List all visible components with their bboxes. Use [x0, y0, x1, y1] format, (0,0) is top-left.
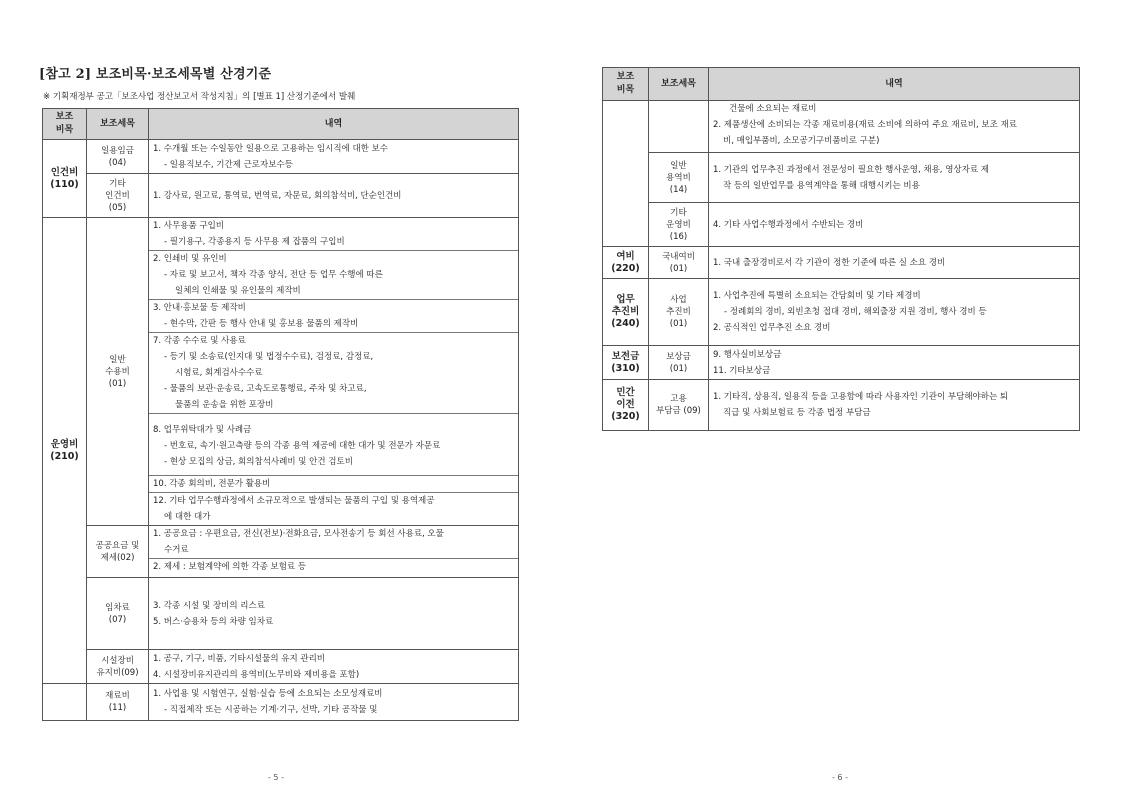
list-item: 2. 제세 : 보험계약에 의한 각종 보험료 등: [149, 558, 518, 575]
details-materials-continued: 건물에 소요되는 재료비 2. 제품생산에 소비되는 각종 재료비용(재료 소비에 의하여 주요 재료비, 보조 재료 비, 매입부품비, 소모공기구비품비로 구분): [709, 101, 1080, 153]
subcategory-daily-wage: 일용임금 (04): [87, 140, 149, 174]
table-row: [603, 101, 1080, 153]
list-item: 12. 기타 업무수행과정에서 소규모적으로 발생되는 물품의 구입 및 용역제공 에 대한 대가: [149, 492, 518, 525]
header-category: 보조 비목: [603, 68, 649, 101]
details-compensation: 9. 행사실비보상금 11. 기타보상금: [709, 346, 1080, 380]
list-item: 2. 인쇄비 및 유인비 - 자료 및 보고서, 책자 각종 양식, 전단 등 업무 수행에 따른 일체의 인쇄물 및 유인물의 제작비: [149, 250, 518, 299]
table-row: [603, 153, 1080, 203]
page-number-left: - 5 -: [268, 773, 284, 782]
subcategory-employment-burden: 고용 부담금 (09): [649, 380, 709, 431]
subcategory-general-service: 일반 용역비 (14): [649, 153, 709, 203]
table-row: [43, 174, 519, 218]
table-header: [43, 109, 519, 140]
list-item: 3. 안내·홍보물 등 제작비 - 현수막, 간판 등 행사 안내 및 홍보용 물품의 제작비: [149, 299, 518, 332]
details-public-utilities: [149, 526, 519, 578]
subcategory-other-operating: 기타 운영비 (16): [649, 203, 709, 247]
table-row: [603, 346, 1080, 380]
details-employment-burden: 1. 기타직, 상용직, 일용직 등을 고용함에 따라 사용자인 기관이 부담해야하는 퇴 직급 및 사회보험료 등 각종 법정 부담금: [709, 380, 1080, 431]
subcategory-materials: 재료비 (11): [87, 684, 149, 721]
details-general-supplies: [149, 218, 519, 526]
subcategory-project-promotion: 사업 추진비 (01): [649, 279, 709, 346]
category-travel: 여비 (220): [603, 247, 649, 279]
category-operating: 운영비 (210): [43, 218, 87, 684]
table-row: [43, 578, 519, 650]
details-other-operating: 4. 기타 사업수행과정에서 수반되는 경비: [709, 203, 1080, 247]
header-details: 내역: [709, 68, 1080, 101]
subcategory-general-supplies: 일반 수용비 (01): [87, 218, 149, 526]
header-category: 보조 비목: [43, 109, 87, 140]
table-row: [603, 279, 1080, 346]
list-item: 1. 공공요금 : 우편요금, 전신(전보)·전화요금, 모사전송기 등 회선 사용료, 오물 수거료: [153, 529, 444, 555]
list-item: 1. 사무용품 구입비 - 필기용구, 각종용지 등 사무용 제 잡품의 구입비: [153, 221, 345, 247]
table-row: [43, 526, 519, 578]
subcategory-compensation: 보상금 (01): [649, 346, 709, 380]
header-subcategory: 보조세목: [87, 109, 149, 140]
table-row: [43, 140, 519, 174]
table-row: [43, 218, 519, 526]
list-item: 10. 각종 회의비, 전문가 활용비: [149, 475, 518, 492]
details-rent: 3. 각종 시설 및 장비의 리스료 5. 버스·승용차 등의 차량 임차료: [149, 578, 519, 650]
details-domestic-travel: 1. 국내 출장경비로서 각 기관이 정한 기준에 따른 실 소요 경비: [709, 247, 1080, 279]
details-materials: 1. 사업용 및 시험연구, 실험·실습 등에 소요되는 소모성재료비 - 직접제작 또는 시공하는 기계·기구, 선박, 기타 공작물 및: [149, 684, 519, 721]
details-facility-maintenance: 1. 공구, 기구, 비품, 기타시설물의 유지 관리비 4. 시설장비유지관리의 용역비(노무비와 제비용을 포함): [149, 650, 519, 684]
table-row: [603, 247, 1080, 279]
details-daily-wage: 1. 수개월 또는 수일동안 일용으로 고용하는 임시직에 대한 보수 - 일용직보수, 기간제 근로자보수등: [149, 140, 519, 174]
left-budget-table: [42, 108, 519, 721]
table-row: [43, 650, 519, 684]
details-general-service: 1. 기관의 업무추진 과정에서 전문성이 필요한 행사운영, 채용, 영상자료 제 작 등의 일반업무를 용역계약을 통해 대행시키는 비용: [709, 153, 1080, 203]
page-number-right: - 6 -: [832, 773, 848, 782]
category-private-transfer: 민간 이전 (320): [603, 380, 649, 431]
table-header: [603, 68, 1080, 101]
category-compensation: 보전금 (310): [603, 346, 649, 380]
subcategory-domestic-travel: 국내여비 (01): [649, 247, 709, 279]
list-item: 7. 각종 수수료 및 사용료 - 등기 및 소송료(인지대 및 법정수수료), 검정료, 감정료, 시험료, 회계검사수수료 - 물품의 보관·운송료, 고속도로통행료, 주차 및 차고료, 물품의 운송을 위한 포장비: [149, 332, 518, 413]
table-row: [43, 684, 519, 721]
subcategory-other-personnel: 기타 인건비 (05): [87, 174, 149, 218]
category-personnel: 인건비 (110): [43, 140, 87, 218]
list-item: 8. 업무위탁대가 및 사례금 - 번호료, 속기·원고측량 등의 각종 용역 제공에 대한 대가 및 전문가 자문료 - 현상 모집의 상금, 회의참석사례비 및 안건 검토비: [149, 413, 518, 475]
header-subcategory: 보조세목: [649, 68, 709, 101]
details-other-personnel: 1. 강사료, 원고료, 통역료, 번역료, 자문료, 회의참석비, 단순인건비: [149, 174, 519, 218]
header-details: 내역: [149, 109, 519, 140]
category-business-promotion: 업무 추진비 (240): [603, 279, 649, 346]
source-note: ※ 기획재정부 공고「보조사업 정산보고서 작성지침」의 [별표 1] 산정기준에서 발췌: [43, 92, 356, 102]
document-title: [참고 2] 보조비목·보조세목별 산경기준: [39, 67, 272, 82]
subcategory-facility-maintenance: 시설장비 유지비(09): [87, 650, 149, 684]
right-budget-table: [602, 67, 1080, 431]
details-project-promotion: 1. 사업추진에 특별히 소요되는 간담회비 및 기타 제경비 - 정례회의 경비, 외빈초청 접대 경비, 해외출장 지원 경비, 행사 경비 등 2. 공식적인 업무추진 소요 경비: [709, 279, 1080, 346]
table-row: [603, 203, 1080, 247]
table-row: [603, 380, 1080, 431]
subcategory-public-utilities: 공공요금 및 제세(02): [87, 526, 149, 578]
subcategory-rent: 임차료 (07): [87, 578, 149, 650]
